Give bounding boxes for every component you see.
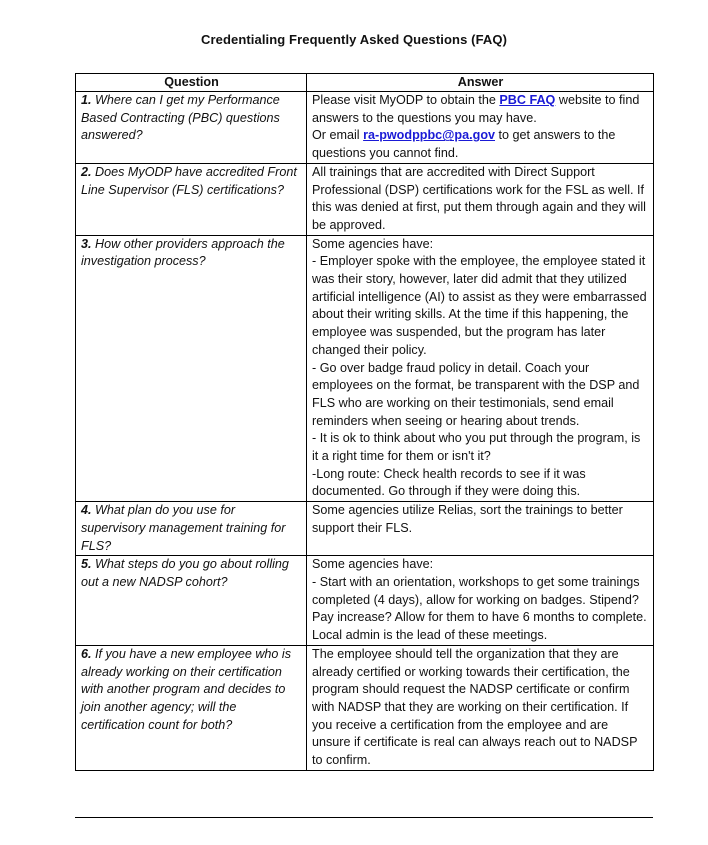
question-number: 2. xyxy=(81,164,92,179)
answer-paragraph: -Long route: Check health records to see if it was documented. Go through if they were doing this. xyxy=(312,466,586,499)
table-row xyxy=(76,502,654,556)
answer-paragraph: - It is ok to think about who you put through the program, is it a right time for them or isn't it? xyxy=(312,431,641,464)
pbc-faq-link[interactable]: PBC FAQ xyxy=(499,93,556,107)
answer-text: to get answers to the questions you cannot find. xyxy=(312,128,616,161)
answer-text: website to find answers to the questions you may have. xyxy=(312,93,640,125)
table-row xyxy=(76,163,654,235)
answer-text: Please visit MyODP to obtain the xyxy=(312,93,500,107)
answer-cell xyxy=(307,556,654,646)
question-number: 1. xyxy=(81,93,92,107)
document-title: Credentialing Frequently Asked Questions (FAQ) xyxy=(200,32,508,47)
table-row xyxy=(76,556,654,646)
question-number: 3. xyxy=(81,236,92,251)
answer-paragraph: Some agencies utilize Relias, sort the trainings to better support their FLS. xyxy=(312,503,623,535)
faq-table xyxy=(75,73,654,771)
question-cell xyxy=(76,235,307,502)
answer-cell xyxy=(307,502,654,556)
email-link[interactable]: ra-pwodppbc@pa.gov xyxy=(363,128,496,143)
question-cell xyxy=(76,645,307,770)
answer-paragraph xyxy=(312,127,649,162)
question-cell xyxy=(76,92,307,164)
question-text: What steps do you go about rolling out a new NADSP cohort? xyxy=(81,557,289,589)
question-cell xyxy=(76,163,307,235)
answer-paragraph: - Start with an orientation, workshops to get some trainings completed (4 days), allow for working on badges. Stipend? Pay increase? Allow for them to have 6 months to complete. Local admin is the lead of these meetings. xyxy=(312,574,647,643)
question-text: If you have a new employee who is already working on their certification with another program and decides to join another agency; will the certification count for both? xyxy=(81,646,292,732)
table-header-row xyxy=(76,74,654,92)
table-row xyxy=(76,92,654,164)
answer-paragraph: All trainings that are accredited with Direct Support Professional (DSP) certifications work for the FSL as well. If this was denied at first, put them through again and they will be approved. xyxy=(312,164,646,232)
question-number: 4. xyxy=(81,503,92,518)
question-text: What plan do you use for supervisory management training for FLS? xyxy=(81,503,286,553)
question-text: Does MyODP have accredited Front Line Supervisor (FLS) certifications? xyxy=(81,164,297,197)
answer-cell xyxy=(307,92,654,164)
question-number: 5. xyxy=(81,557,92,572)
answer-paragraph: Some agencies have: xyxy=(312,557,434,572)
question-number: 6. xyxy=(81,646,92,661)
answer-paragraph: - Go over badge fraud policy in detail. Coach your employees on the format, be transparent with the DSP and FLS who are working on their testimonials, send email reminders when seeing or hearing about trends. xyxy=(312,360,640,428)
answer-paragraph: The employee should tell the organization that they are already certified or working towards their certification, the program should request the NADSP certificate or confirm with NADSP that they are working on their certification. If you receive a certification from the employee and are unsure if certificate is real can always reach out to NADSP to confirm. xyxy=(312,646,638,768)
question-cell xyxy=(76,556,307,646)
question-text: How other providers approach the investigation process? xyxy=(81,236,285,269)
answer-cell xyxy=(307,163,654,235)
question-cell xyxy=(76,502,307,556)
answer-paragraph xyxy=(312,92,649,127)
footer-divider xyxy=(75,817,653,818)
table-row xyxy=(76,645,654,770)
answer-paragraph: - Employer spoke with the employee, the employee stated it was their story, however, later did admit that they utilized artificial intelligence (AI) to assist as they were embarrassed about their writing skills. At the time if this happening, the employee was suspended, but the program has later changed their policy. xyxy=(312,254,647,357)
answer-text: Or email xyxy=(312,128,364,143)
table-row xyxy=(76,235,654,502)
answer-paragraph: Some agencies have: xyxy=(312,236,434,251)
answer-cell xyxy=(307,645,654,770)
answer-cell xyxy=(307,235,654,502)
question-column-header: Question xyxy=(76,74,307,92)
answer-column-header: Answer xyxy=(307,74,654,92)
question-text: Where can I get my Performance Based Contracting (PBC) questions answered? xyxy=(81,93,280,143)
